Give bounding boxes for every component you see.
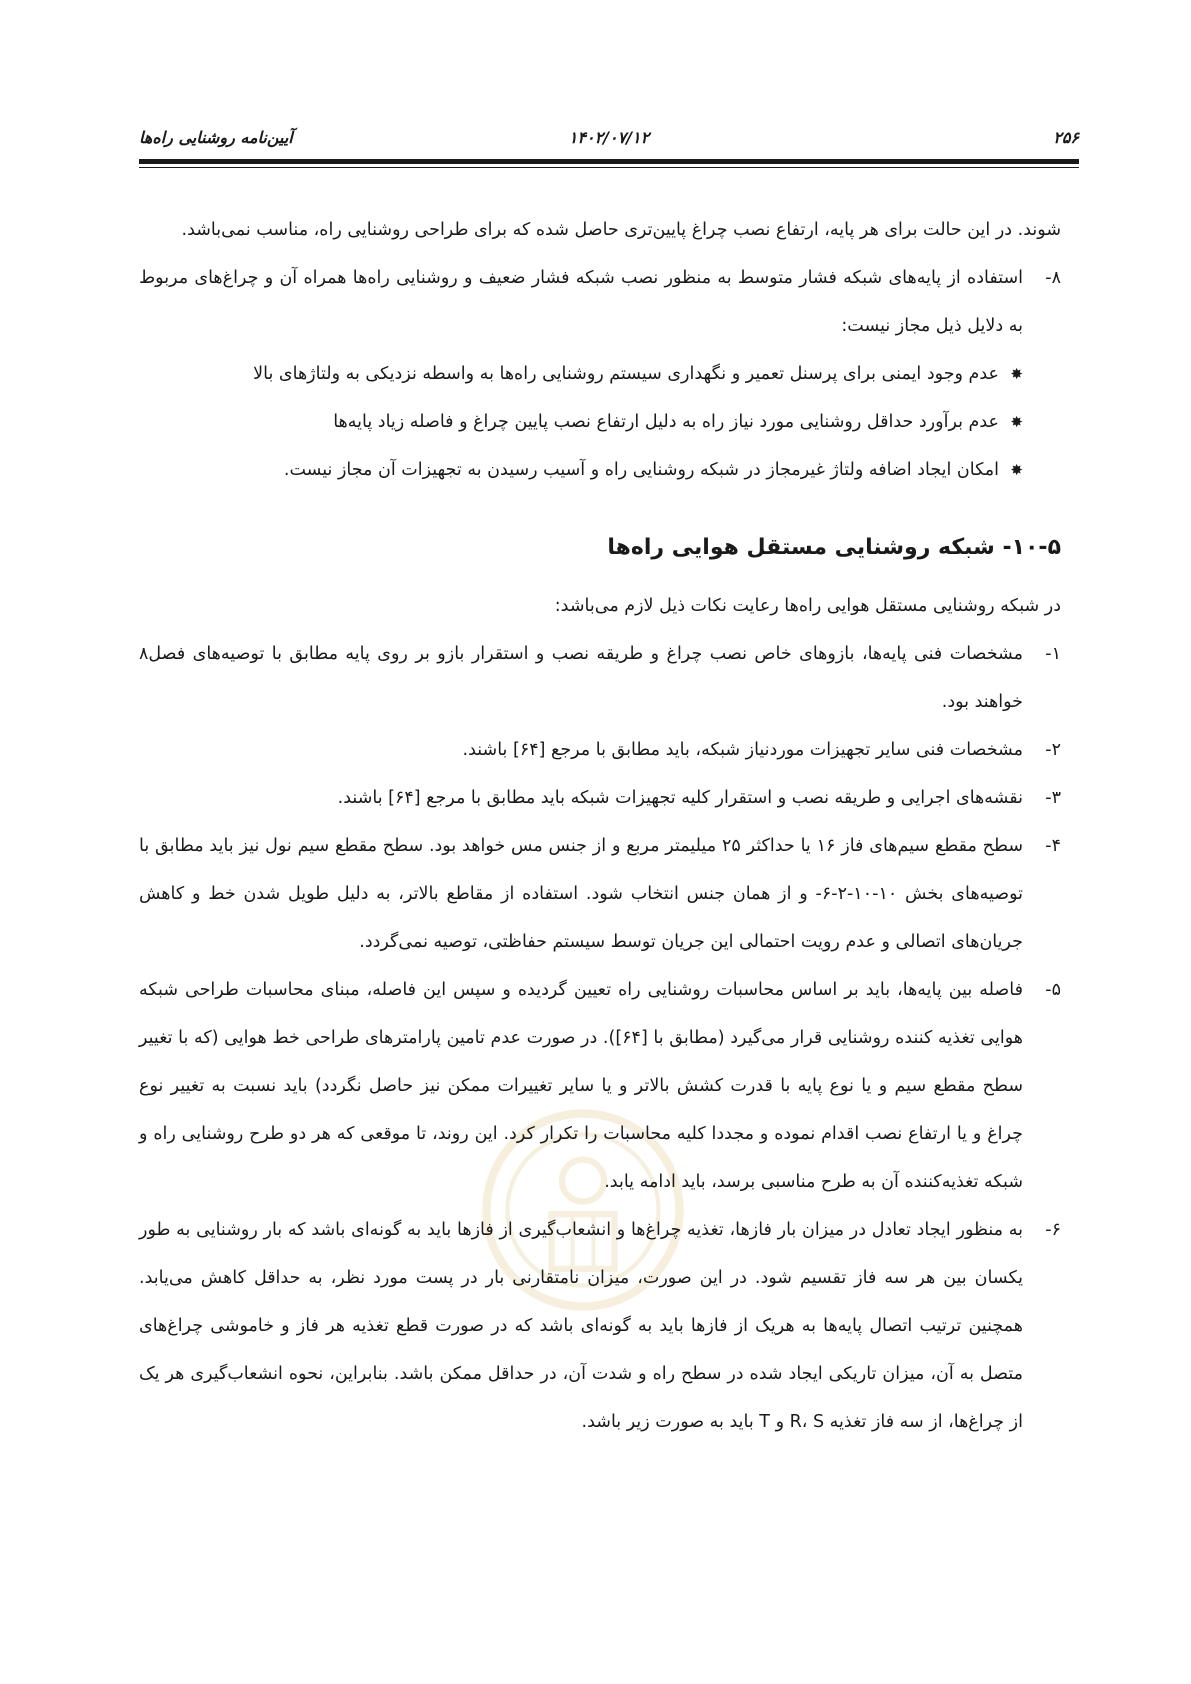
list-item-3: [139, 774, 1061, 822]
item-number: ۶-: [1045, 1220, 1061, 1240]
item-text: نقشه‌های اجرایی و طریقه نصب و استقرار کلیه تجهیزات شبکه باید مطابق با مرجع [۶۴] باشند.: [337, 788, 1023, 808]
item-text: فاصله بین پایه‌ها، باید بر اساس محاسبات روشنایی راه تعیین گردیده و سپس این فاصله، مبنای محاسبات طراحی شبکه هوایی تغذیه کننده روشنایی قرار می‌گیرد (مطابق با [۶۴]). در صورت عدم تامین پارامترهای طراحی خط هوایی (که با تغییر سطح مقطع سیم و یا نوع پایه با قدرت کشش بالاتر و یا سایر تغییرات ممکن نیز حاصل نگردد) باید نسبت به تغییر نوع چراغ و یا ارتفاع نصب اقدام نموده و مجددا کلیه محاسبات را تکرار کرد. این روند، تا موقعی که هر دو طرح روشنایی راه و شبکه تغذیه‌کننده آن به طرح مناسبی برسد، باید ادامه یابد.: [139, 980, 1023, 1192]
page-header: [139, 128, 1079, 154]
item-text: سطح مقطع سیم‌های فاز ۱۶ یا حداکثر ۲۵ میلیمتر مربع و از جنس مس خواهد بود. سطح مقطع سیم نول نیز باید مطابق با توصیه‌های بخش ۱۰-۱۰-۲-۶- و از همان جنس انتخاب شود. استفاده از مقاطع بالاتر، به دلیل طویل شدن خط و کاهش جریان‌های اتصالی و عدم رویت احتمالی این جریان توسط سیستم حفاظتی، توصیه نمی‌گردد.: [139, 836, 1023, 952]
item-number: ۸-: [1045, 268, 1061, 288]
bullet-text: عدم برآورد حداقل روشنایی مورد نیاز راه به دلیل ارتفاع نصب پایین چراغ و فاصله زیاد پایه‌ها: [333, 412, 999, 432]
item-text: مشخصات فنی سایر تجهیزات موردنیاز شبکه، باید مطابق با مرجع [۶۴] باشند.: [462, 740, 1023, 760]
bullet-item: [139, 446, 1061, 494]
bullet-icon: ✸: [1010, 461, 1023, 479]
bullet-icon: ✸: [1010, 413, 1023, 431]
header-rule-thick: [139, 159, 1079, 164]
item-number: ۵-: [1045, 980, 1061, 1000]
bullet-text: عدم وجود ایمنی برای پرسنل تعمیر و نگهداری سیستم روشنایی راه‌ها به واسطه نزدیکی به ولتاژهای بالا: [253, 364, 999, 384]
header-rule-thin: [139, 167, 1079, 168]
bullet-item: [139, 398, 1061, 446]
document-body: [139, 206, 1061, 1446]
item-number: ۱-: [1045, 644, 1061, 664]
list-item-1: [139, 630, 1061, 726]
item-number: ۳-: [1045, 788, 1061, 808]
item-text: استفاده از پایه‌های شبکه فشار متوسط به منظور نصب شبکه فشار ضعیف و روشنایی راه‌ها همراه آن و چراغ‌های مربوط به دلایل ذیل مجاز نیست:: [139, 268, 1023, 336]
item-number: ۲-: [1045, 740, 1061, 760]
intro-paragraph: شوند. در این حالت برای هر پایه، ارتفاع نصب چراغ پایین‌تری حاصل شده که برای طراحی روشنایی راه، مناسب نمی‌باشد.: [181, 220, 1061, 240]
bullet-item: [139, 350, 1061, 398]
item-number: ۴-: [1045, 836, 1061, 856]
list-item-6: [139, 1206, 1061, 1446]
section-lead: در شبکه روشنایی مستقل هوایی راه‌ها رعایت نکات ذیل لازم می‌باشد:: [554, 596, 1061, 616]
list-item-4: [139, 822, 1061, 966]
list-item-5: [139, 966, 1061, 1206]
bullet-icon: ✸: [1010, 365, 1023, 383]
list-item-2: [139, 726, 1061, 774]
item-text: به منظور ایجاد تعادل در میزان بار فازها، تغذیه چراغ‌ها و انشعاب‌گیری از فازها باید به گونه‌ای باشد که بار روشنایی به طور یکسان بین هر سه فاز تقسیم شود. در این صورت، میزان نامتقارنی بار در پست مورد نظر، به حداقل کاهش می‌یابد. همچنین ترتیب اتصال پایه‌ها به هریک از فازها باید به گونه‌ای باشد که در صورت قطع تغذیه هر فاز و خاموشی چراغ‌های متصل به آن، میزان تاریکی ایجاد شده در سطح راه و شدت آن، در حداقل ممکن باشد. بنابراین، نحوه انشعاب‌گیری هر یک از چراغ‌ها، از سه فاز تغذیه R، S و T باید به صورت زیر باشد.: [139, 1220, 1023, 1432]
header-title: آیین‌نامه روشنایی راه‌ها: [139, 128, 293, 147]
item-text: مشخصات فنی پایه‌ها، بازوهای خاص نصب چراغ و طریقه نصب و استقرار بازو بر روی پایه مطابق با توصیه‌های فصل۸ خواهند بود.: [139, 644, 1023, 712]
bullet-text: امکان ایجاد اضافه ولتاژ غیرمجاز در شبکه روشنایی راه و آسیب رسیدن به تجهیزات آن مجاز نیست.: [283, 460, 999, 480]
section-heading: ۱۰-۵- شبکه روشنایی مستقل هوایی راه‌ها: [607, 535, 1061, 560]
header-date: ۱۴۰۲/۰۷/۱۲: [568, 128, 650, 147]
page-number: ۲۵۶: [1053, 128, 1079, 147]
list-item-8: [139, 254, 1061, 350]
